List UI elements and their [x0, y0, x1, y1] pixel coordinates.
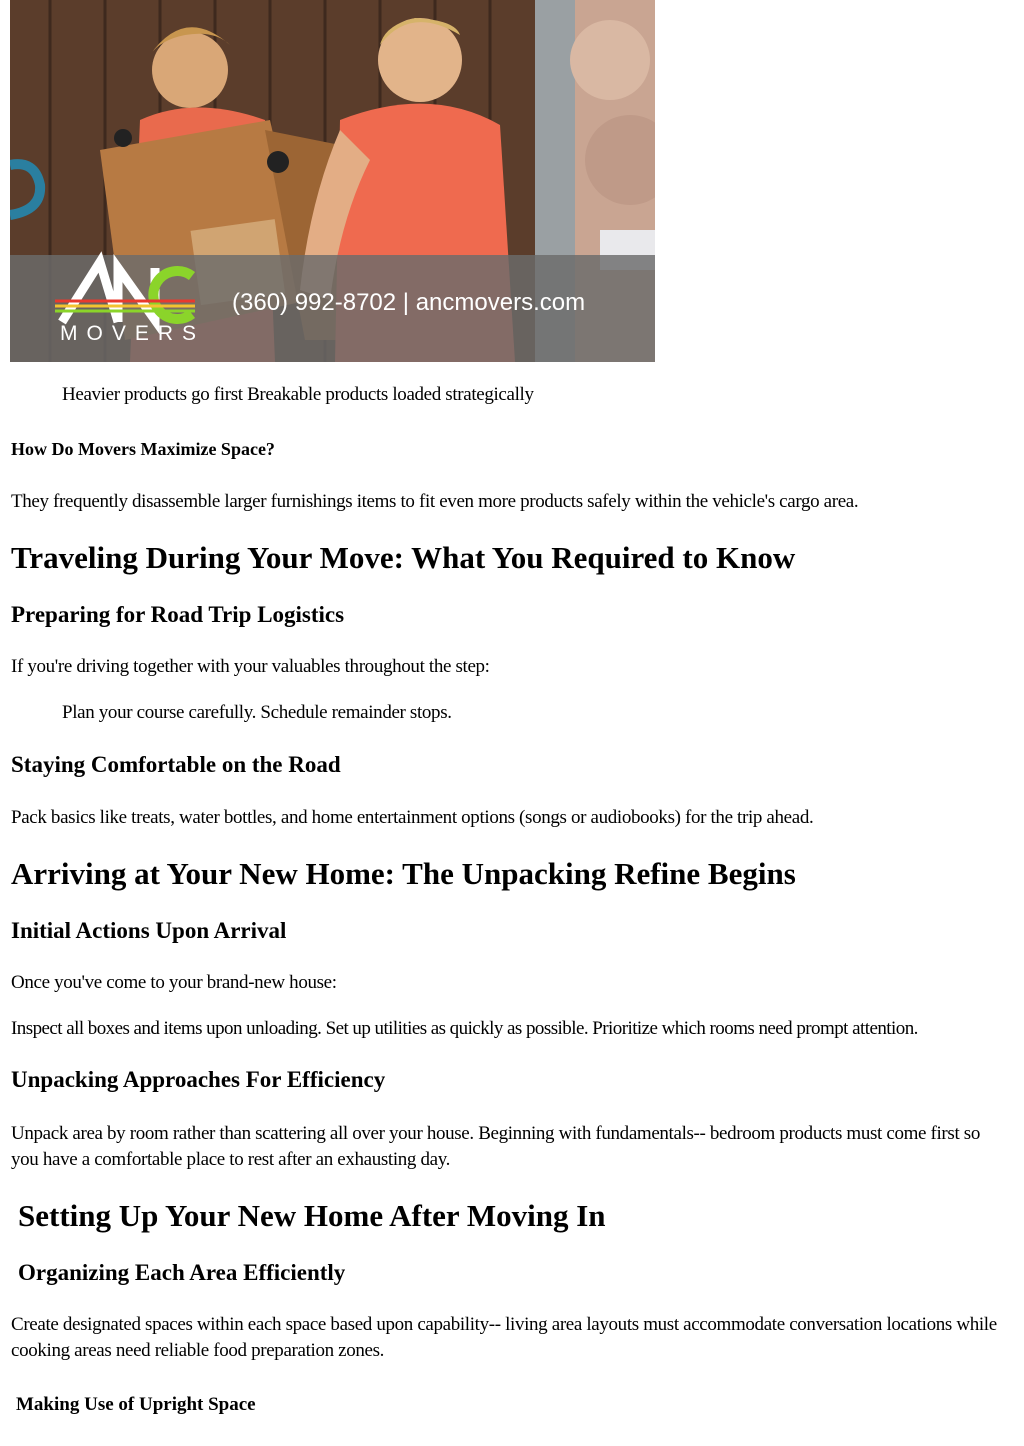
heading-arriving: Arriving at Your New Home: The Unpacking Refine Begins: [11, 856, 796, 891]
heading-traveling: Traveling During Your Move: What You Required to Know: [11, 540, 796, 575]
heading-comfort: Staying Comfortable on the Road: [11, 752, 341, 777]
loading-list: Heavier products go first Breakable products loaded strategically: [62, 384, 534, 405]
hero-image: [10, 0, 655, 362]
heading-road-trip: Preparing for Road Trip Logistics: [11, 602, 345, 627]
heading-initial: Initial Actions Upon Arrival: [11, 918, 287, 943]
heading-upright: Making Use of Upright Space: [16, 1394, 256, 1415]
heading-unpacking: Unpacking Approaches For Efficiency: [11, 1067, 386, 1092]
paragraph-disassemble: They frequently disassemble larger furnishings items to fit even more products safely within the vehicle's cargo area.: [11, 491, 859, 512]
paragraph-plan: Plan your course carefully. Schedule remainder stops.: [62, 702, 452, 723]
paragraph-pack: Pack basics like treats, water bottles, and home entertainment options (songs or audiobooks) for the trip ahead.: [11, 807, 814, 828]
movers-photo: [10, 0, 655, 362]
contact-text: (360) 992-8702 | ancmovers.com: [232, 289, 586, 316]
paragraph-driving: If you're driving together with your valuables throughout the step:: [11, 656, 490, 677]
logo-movers-text: MOVERS: [60, 322, 206, 345]
paragraph-once: Once you've come to your brand-new house:: [11, 972, 337, 993]
heading-organizing: Organizing Each Area Efficiently: [18, 1260, 346, 1285]
heading-setting-up: Setting Up Your New Home After Moving In: [18, 1198, 606, 1233]
paragraph-unpack: Unpack area by room rather than scattering all over your house. Beginning with fundamentals-- bedroom products must come first so you have a comfortable place to rest after an exhausting day.: [11, 1123, 980, 1170]
question-heading: How Do Movers Maximize Space?: [11, 439, 275, 459]
paragraph-inspect: Inspect all boxes and items upon unloading. Set up utilities as quickly as possible. Prioritize which rooms need prompt attention.: [11, 1018, 918, 1039]
paragraph-create: Create designated spaces within each space based upon capability-- living area layouts must accommodate conversation locations while cooking areas need reliable food preparation zones.: [11, 1314, 997, 1361]
